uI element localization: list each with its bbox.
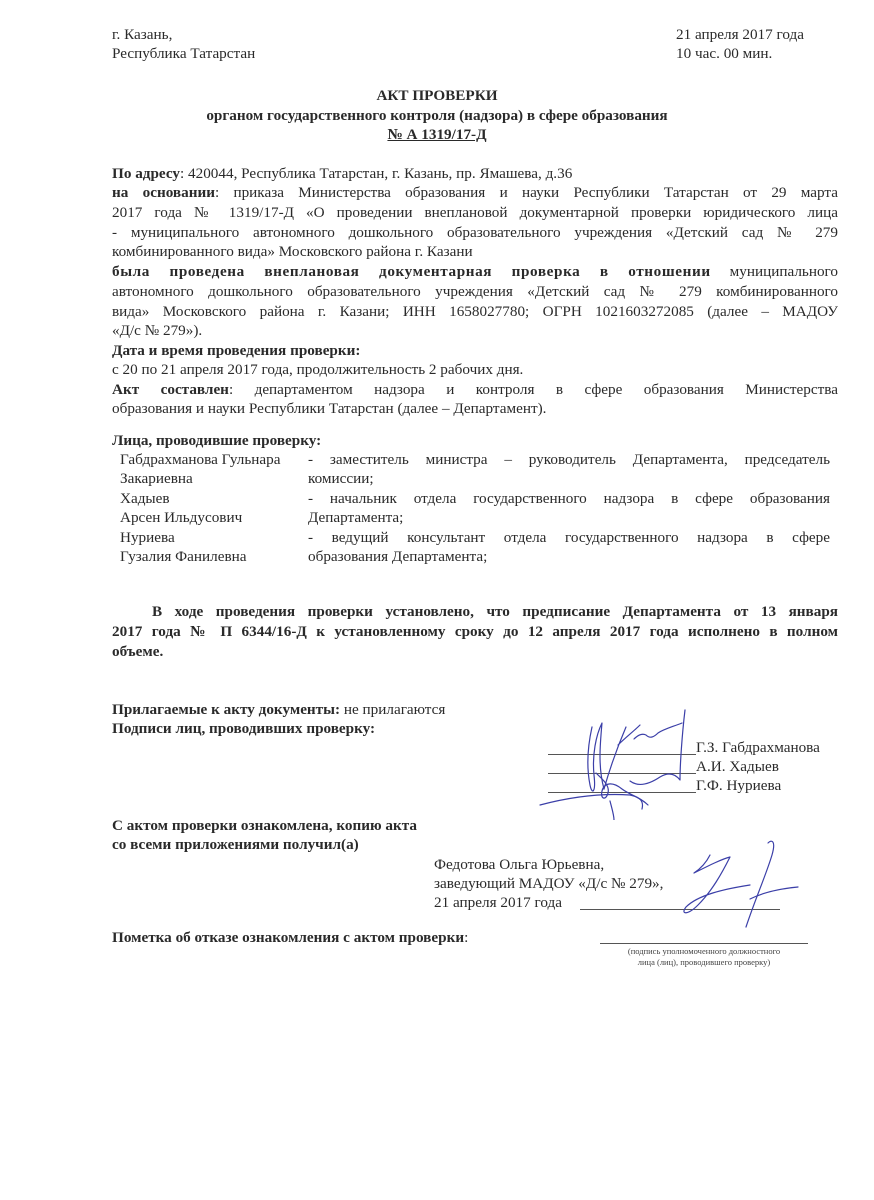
recipient-position: заведующий МАДОУ «Д/с № 279», [434, 875, 664, 892]
act-number: № А 1319/17-Д [387, 126, 487, 143]
inspector-role: - заместитель министра – руководитель Департамента, председатель [308, 451, 830, 468]
recipient-name: Федотова Ольга Юрьевна, [434, 856, 605, 873]
inspection-line-2: автономного дошкольного образовательного учреждения «Детский сад № 279 комбинированного [112, 283, 838, 300]
inspector-name: Нуриева [120, 529, 175, 546]
composed-line-2: образования и науки Республики Татарстан (далее – Департамент). [112, 400, 547, 417]
refusal-signature-line [600, 943, 808, 944]
inspector-name: Арсен Ильдусович [120, 509, 243, 526]
act-time: 10 час. 00 мин. [676, 45, 773, 62]
signer-name: А.И. Хадыев [696, 758, 779, 775]
inspector-role: образования Департамента; [308, 548, 488, 565]
city: г. Казань, [112, 26, 173, 43]
inspectors-label: Лица, проводившие проверку: [112, 432, 322, 449]
page-title: АКТ ПРОВЕРКИ [376, 87, 498, 104]
basis-line-2: 2017 года № 1319/17-Д «О проведении внеплановой документарной проверки юридического лица [112, 204, 838, 221]
composed-line-1: Акт составлен: департаментом надзора и контроля в сфере образования Министерства [112, 381, 838, 398]
inspector-name: Гузалия Фанилевна [120, 548, 247, 565]
recipient-signature-icon [650, 835, 810, 935]
address-line [112, 164, 572, 184]
region: Республика Татарстан [112, 45, 256, 62]
attachments-value: не прилагаются [340, 701, 446, 718]
inspection-line-4: «Д/с № 279»). [112, 322, 203, 339]
page-subtitle: органом государственного контроля (надзора) в сфере образования [206, 107, 668, 124]
inspector-role: Департамента; [308, 509, 404, 526]
refusal-caption-2: лица (лиц), проводившего проверку) [637, 957, 771, 967]
inspector-name: Хадыев [120, 490, 170, 507]
composed-label: Акт составлен [112, 381, 229, 398]
refusal-caption-1: (подпись уполномоченного должностного [627, 946, 781, 956]
address-value: : 420044, Республика Татарстан, г. Казань, пр. Ямашева, д.36 [180, 165, 573, 182]
inspector-role: - ведущий консультант отдела государственного надзора в сфере [308, 529, 830, 546]
refusal-line: Пометка об отказе ознакомления с актом проверки: [112, 929, 469, 946]
finding-line-3: объеме. [112, 643, 164, 660]
inspection-label: была проведена внеплановая документарная проверка в отношении [112, 263, 711, 280]
acknowledged-label-1: С актом проверки ознакомлена, копию акта [112, 817, 417, 834]
act-date: 21 апреля 2017 года [676, 26, 804, 43]
basis-label: на основании [112, 184, 215, 201]
basis-line-1: на основании: приказа Министерства образования и науки Республики Татарстан от 29 марта [112, 184, 838, 201]
attachments-line [112, 700, 445, 720]
address-label: По адресу [112, 165, 180, 182]
signatures-label: Подписи лиц, проводивших проверку: [112, 720, 376, 737]
finding-line-1: В ходе проведения проверки установлено, что предписание Департамента от 13 января [152, 603, 838, 620]
datetime-label: Дата и время проведения проверки: [112, 342, 361, 359]
handwritten-signature-icon [530, 705, 710, 820]
inspector-name: Габдрахманова Гульнара [120, 451, 281, 468]
acknowledged-label-2: со всеми приложениями получил(а) [112, 836, 359, 853]
attachments-label: Прилагаемые к акту документы: [112, 701, 341, 718]
inspector-role: - начальник отдела государственного надзора в сфере образования [308, 490, 830, 507]
basis-line-4: комбинированного вида» Московского района г. Казани [112, 243, 473, 260]
signer-name: Г.З. Габдрахманова [696, 739, 820, 756]
inspection-line-3: вида» Московского района г. Казани; ИНН 1658027780; ОГРН 1021603272085 (далее – МАДОУ [112, 303, 838, 320]
datetime-value: с 20 по 21 апреля 2017 года, продолжительность 2 рабочих дня. [112, 361, 524, 378]
inspection-line-1: была проведена внеплановая документарная проверка в отношении муниципального [112, 263, 838, 280]
recipient-date: 21 апреля 2017 года [434, 894, 562, 911]
basis-line-3: - муниципального автономного дошкольного образовательного учреждения «Детский сад № 279 [112, 224, 838, 241]
refusal-label: Пометка об отказе ознакомления с актом проверки [112, 929, 465, 946]
signer-name: Г.Ф. Нуриева [696, 777, 782, 794]
inspector-name: Закариевна [120, 470, 193, 487]
inspector-role: комиссии; [308, 470, 374, 487]
finding-line-2: 2017 года № П 6344/16-Д к установленному сроку до 12 апреля 2017 года исполнено в полном [112, 623, 838, 640]
